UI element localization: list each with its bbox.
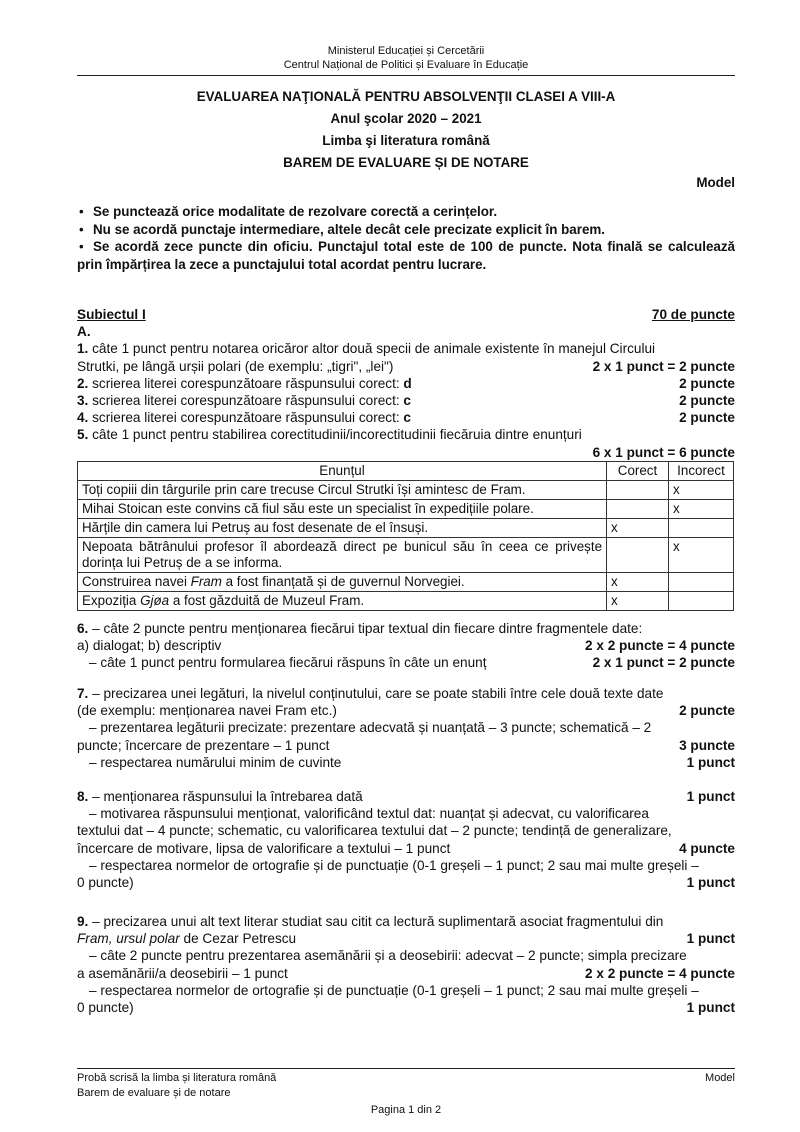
statement-text: Construirea navei: [82, 573, 191, 589]
item-score: 2 puncte: [679, 703, 735, 719]
correct-cell: [607, 499, 669, 518]
item-number: 6.: [77, 621, 89, 636]
instruction-item: • Nu se acordă punctaje intermediare, altele decât cele precizate explicit în barem.: [77, 221, 735, 239]
item-text: – câte 2 puncte pentru menționarea fiecărui tipar textual din fiecare dintre fragmentele date:: [88, 621, 643, 636]
item-5: [77, 426, 735, 443]
item-text: – respectarea normelor de ortografie și de punctuație (0-1 greșeli – 1 punct; 2 sau mai multe greșeli –: [89, 857, 699, 873]
item-answer: c: [403, 410, 411, 426]
instruction-item: • Se punctează orice modalitate de rezolvare corectă a cerințelor.: [77, 203, 735, 221]
statement-cell: [78, 572, 607, 591]
statement-text: Nepoata bătrânului profesor îl abordează direct pe bunicul său în ceea ce privește dorința lui Petruș de a se informa.: [82, 538, 603, 570]
item-2: [77, 375, 735, 392]
statement-italic: Gjøa: [140, 592, 170, 608]
item-text: – câte 2 puncte pentru prezentarea asemănării și a deosebirii: adecvat – 2 puncte; simpla precizare: [89, 948, 687, 964]
correct-cell: x: [607, 572, 669, 591]
table-row: [78, 499, 734, 518]
item-text: – prezentarea legăturii precizate: prezentare adecvată și nuanțată – 3 puncte; schematică – 2: [89, 720, 652, 736]
item-text: Strutki, pe lângă urșii polari (de exemplu: „tigri", „lei"): [77, 358, 394, 374]
correct-cell: x: [607, 591, 669, 610]
item-6: [77, 620, 735, 672]
correct-cell: [607, 537, 669, 572]
item-score: 3 puncte: [679, 737, 735, 753]
incorrect-cell: x: [669, 499, 734, 518]
statement-text: Toți copiii din târgurile prin care trecuse Circul Strutki își amintesc de Fram.: [82, 481, 526, 497]
statement-cell: [78, 499, 607, 518]
subject-section: [77, 306, 735, 611]
footer-exam-name: Probă scrisă la limba și literatura română: [77, 1072, 277, 1084]
exam-title: EVALUAREA NAŢIONALĂ PENTRU ABSOLVENŢII CLASEI A VIII-A: [196, 89, 616, 104]
footer-divider: [77, 1068, 735, 1069]
item-score: 2 puncte: [679, 410, 735, 426]
statements-table: [77, 461, 734, 611]
item-score: 1 punct: [686, 754, 735, 770]
item-text: câte 1 punct pentru notarea oricăror altor două specii de animale existente în manejul Circului: [88, 341, 656, 357]
item-number: 8.: [77, 789, 89, 804]
item-3: [77, 392, 735, 409]
item-score: 1 punct: [686, 789, 735, 804]
document-type: BAREM DE EVALUARE ȘI DE NOTARE: [283, 155, 529, 170]
item-4: [77, 409, 735, 426]
statement-cell: [78, 518, 607, 537]
item-8: [77, 788, 735, 891]
item-text: – motivarea răspunsului menționat, valorificând textul dat: nuanțat și adecvat, cu valorificarea: [89, 806, 649, 822]
statement-text: a fost găzduită de Muzeul Fram.: [169, 592, 365, 608]
item-number: 2.: [77, 375, 89, 391]
statement-text: Hărțile din camera lui Petruș au fost desenate de el însuși.: [82, 519, 429, 535]
table-row: [78, 591, 734, 610]
school-year: Anul şcolar 2020 – 2021: [330, 111, 482, 126]
item-number: 3.: [77, 393, 89, 409]
subject-points: 70 de puncte: [651, 307, 735, 322]
item-text: a asemănării/a deosebirii – 1 punct: [77, 965, 288, 981]
item-number: 4.: [77, 410, 89, 426]
item-number: 1.: [77, 341, 89, 357]
item-text: încercare de motivare, lipsa de valorificare a textului – 1 punct: [77, 840, 451, 856]
correct-cell: x: [607, 518, 669, 537]
book-title: Fram, ursul polar: [77, 931, 180, 947]
statement-text: Expoziția: [82, 592, 141, 608]
statement-cell: [78, 591, 607, 610]
table-row: [78, 518, 734, 537]
general-instructions: [77, 203, 735, 273]
statement-text: Mihai Stoican este convins că fiul său este un specialist în expedițiile polare.: [82, 500, 534, 516]
item-number: 9.: [77, 914, 89, 929]
incorrect-cell: [669, 572, 734, 591]
item-answer: d: [403, 375, 412, 391]
correct-cell: [607, 480, 669, 499]
item-text: textului dat – 4 puncte; schematic, cu valorificarea textului dat – 2 puncte; tendință de generalizare,: [77, 823, 672, 839]
item-text: a) dialogat; b) descriptiv: [77, 638, 222, 654]
item-text: scrierea literei corespunzătoare răspunsului corect:: [88, 410, 404, 426]
item-text: – precizarea unui alt text literar studiat sau citit ca lectură suplimentară asociat fragmentului din: [88, 914, 664, 929]
instruction-item: • Se acordă zece puncte din oficiu. Punctajul total este de 100 de puncte. Nota finală se calculează prin împărțirea la zece a punctajului total acordat pentru lucrare.: [77, 238, 735, 273]
table-header-row: [78, 461, 734, 480]
item-score: [593, 358, 735, 375]
item-1: [77, 340, 735, 357]
item-text: (de exemplu: menționarea navei Fram etc.): [77, 703, 337, 719]
item-text: scrierea literei corespunzătoare răspunsului corect:: [88, 393, 404, 409]
item-text: de Cezar Petrescu: [179, 931, 297, 947]
item-text: – câte 1 punct pentru formularea fiecărui răspuns în câte un enunț: [89, 655, 487, 671]
header-divider: [77, 75, 735, 76]
item-9: [77, 913, 735, 1016]
ministry-header: [77, 44, 735, 72]
item-text: puncte; încercare de prezentare – 1 punct: [77, 737, 330, 753]
page-footer: [77, 1071, 735, 1101]
item-number: 5.: [77, 427, 89, 443]
item-score: 1 punct: [686, 875, 735, 891]
statement-cell: [78, 537, 607, 572]
subject-title: Subiectul I: [77, 307, 146, 322]
item-score: 4 puncte: [679, 840, 735, 856]
item-score: 2 x 1 punct = 2 puncte: [592, 655, 735, 671]
item-text: 0 puncte): [77, 1000, 134, 1016]
item-score: 6 x 1 punct = 6 puncte: [592, 444, 735, 460]
item-text: – precizarea unei legături, la nivelul conținutului, care se poate stabili între cele două texte date: [88, 686, 664, 701]
item-1-cont: [77, 358, 735, 375]
item-score: 2 x 2 puncte = 4 puncte: [585, 638, 735, 654]
item-answer: c: [403, 393, 411, 409]
subject-heading: [77, 306, 735, 323]
page-number: Pagina 1 din 2: [370, 1104, 442, 1116]
footer-doc-type: Barem de evaluare și de notare: [77, 1087, 231, 1099]
item-number: 7.: [77, 686, 89, 701]
col-header-incorrect: Incorect: [669, 461, 734, 480]
document-titles: [77, 86, 735, 174]
item-text: câte 1 punct pentru stabilirea corectitudinii/incorectitudinii fiecăruia dintre enunțuri: [88, 427, 582, 443]
incorrect-cell: [669, 518, 734, 537]
item-text: scrierea literei corespunzătoare răspunsului corect:: [88, 375, 404, 391]
model-label: Model: [696, 175, 735, 190]
item-score: 2 x 2 puncte = 4 puncte: [585, 965, 735, 981]
item-text: – respectarea numărului minim de cuvinte: [89, 754, 342, 770]
item-text: 0 puncte): [77, 875, 134, 891]
item-score: 2 puncte: [679, 393, 735, 409]
statement-cell: [78, 480, 607, 499]
table-row: [78, 537, 734, 572]
ministry-name: Ministerul Educației și Cercetării: [327, 45, 485, 57]
col-header-statement: Enunțul: [78, 461, 607, 480]
score-unit: puncte: [686, 358, 735, 374]
incorrect-cell: [669, 591, 734, 610]
item-text: – menționarea răspunsului la întrebarea dată: [88, 789, 363, 804]
incorrect-cell: x: [669, 537, 734, 572]
item-score: 2 puncte: [679, 375, 735, 391]
table-row: [78, 572, 734, 591]
statement-text: a fost finanțată și de guvernul Norvegiei.: [221, 573, 465, 589]
score-bold: 2 x 1 punct = 2: [592, 358, 687, 374]
col-header-correct: Corect: [607, 461, 669, 480]
center-name: Centrul Național de Politici și Evaluare în Educație: [283, 59, 529, 71]
table-row: [78, 480, 734, 499]
footer-model-label: Model: [705, 1072, 735, 1084]
item-score: 1 punct: [686, 1000, 735, 1016]
item-7: [77, 685, 735, 771]
part-label: A.: [77, 324, 91, 340]
item-text: – respectarea normelor de ortografie și de punctuație (0-1 greșeli – 1 punct; 2 sau mai multe greșeli –: [89, 982, 699, 998]
incorrect-cell: x: [669, 480, 734, 499]
statement-italic: Fram: [190, 573, 222, 589]
subject-name: Limba şi literatura română: [322, 133, 490, 148]
item-score: 1 punct: [686, 931, 735, 947]
